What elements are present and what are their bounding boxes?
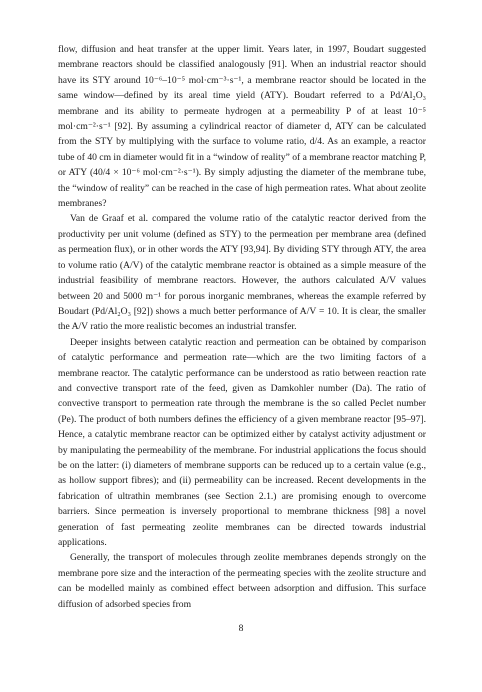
paragraph-4: Generally, the transport of molecules through zeolite membranes depends strongly on the membrane pore size and the interaction of the permeating species with the zeolite structure and can be modelled mainly as combined effect between adsorption and diffusion. This surface diffusion of adsorbed species from [58, 552, 426, 610]
paragraph-1: flow, diffusion and heat transfer at the upper limit. Years later, in 1997, Boudart suggested membrane reactors should be classified analogously [91]. When an industrial reactor should have its STY around 10⁻⁶–10⁻⁵ mol·cm⁻³·s⁻¹, a membrane reactor should be located in the same window—defined by its areal time yield (ATY). Boudart referred to a Pd/Al₂O₃ membrane and its ability to permeate hydrogen at a permeability P of at least 10⁻⁵ mol·cm⁻²·s⁻¹ [92]. By assuming a cylindrical reactor of diameter d, ATY can be calculated from the STY by multiplying with the surface to volume ratio, d/4. As an example, a reactor tube of 40 cm in diameter would fit in a “window of reality” of a membrane reactor matching P, or ATY (40/4 × 10⁻⁶ mol·cm⁻²·s⁻¹). By simply adjusting the diameter of the membrane tube, the “window of reality” can be reached in the case of high permeation rates. What about zeolite membranes? [58, 44, 426, 210]
paragraph-3: Deeper insights between catalytic reaction and permeation can be obtained by comparison of catalytic performance and permeation rate—which are the two limiting factors of a membrane reactor. The catalytic performance can be understood as ratio between reaction rate and convective transport rate of the feed, given as Damkohler number (Da). The ratio of convective transport to permeation rate through the membrane is the so called Peclet number (Pe). The product of both numbers defines the efficiency of a given membrane reactor [95–97]. Hence, a catalytic membrane reactor can be optimized either by catalyst activity adjustment or by manipulating the permeability of the membrane. For industrial applications the focus should be on the latter: (i) diameters of membrane supports can be reduced up to a certain value (e.g., as hollow support fibres); and (ii) permeability can be increased. Recent developments in the fabrication of ultrathin membranes (see Section 2.1.) are promising enough to overcome barriers. Since permeation is inversely proportional to membrane thickness [98] a novel generation of fast permeating zeolite membranes can be directed towards industrial applications. [58, 336, 426, 548]
body-text [58, 42, 426, 612]
page-number: 8 [238, 623, 244, 634]
paragraph-2: Van de Graaf et al. compared the volume ratio of the catalytic reactor derived from the productivity per unit volume (defined as STY) to the permeation per membrane area (defined as permeation flux), or in other words the ATY [93,94]. By dividing STY through ATY, the area to volume ratio (A/V) of the catalytic membrane reactor is obtained as a simple measure of the industrial feasibility of membrane reactors. However, the authors calculated A/V values between 20 and 5000 m⁻¹ for porous inorganic membranes, whereas the example referred by Boudart (Pd/Al₂O₃ [92]) shows a much better performance of A/V = 10. It is clear, the smaller the A/V ratio the more realistic becomes an industrial transfer. [58, 213, 426, 333]
